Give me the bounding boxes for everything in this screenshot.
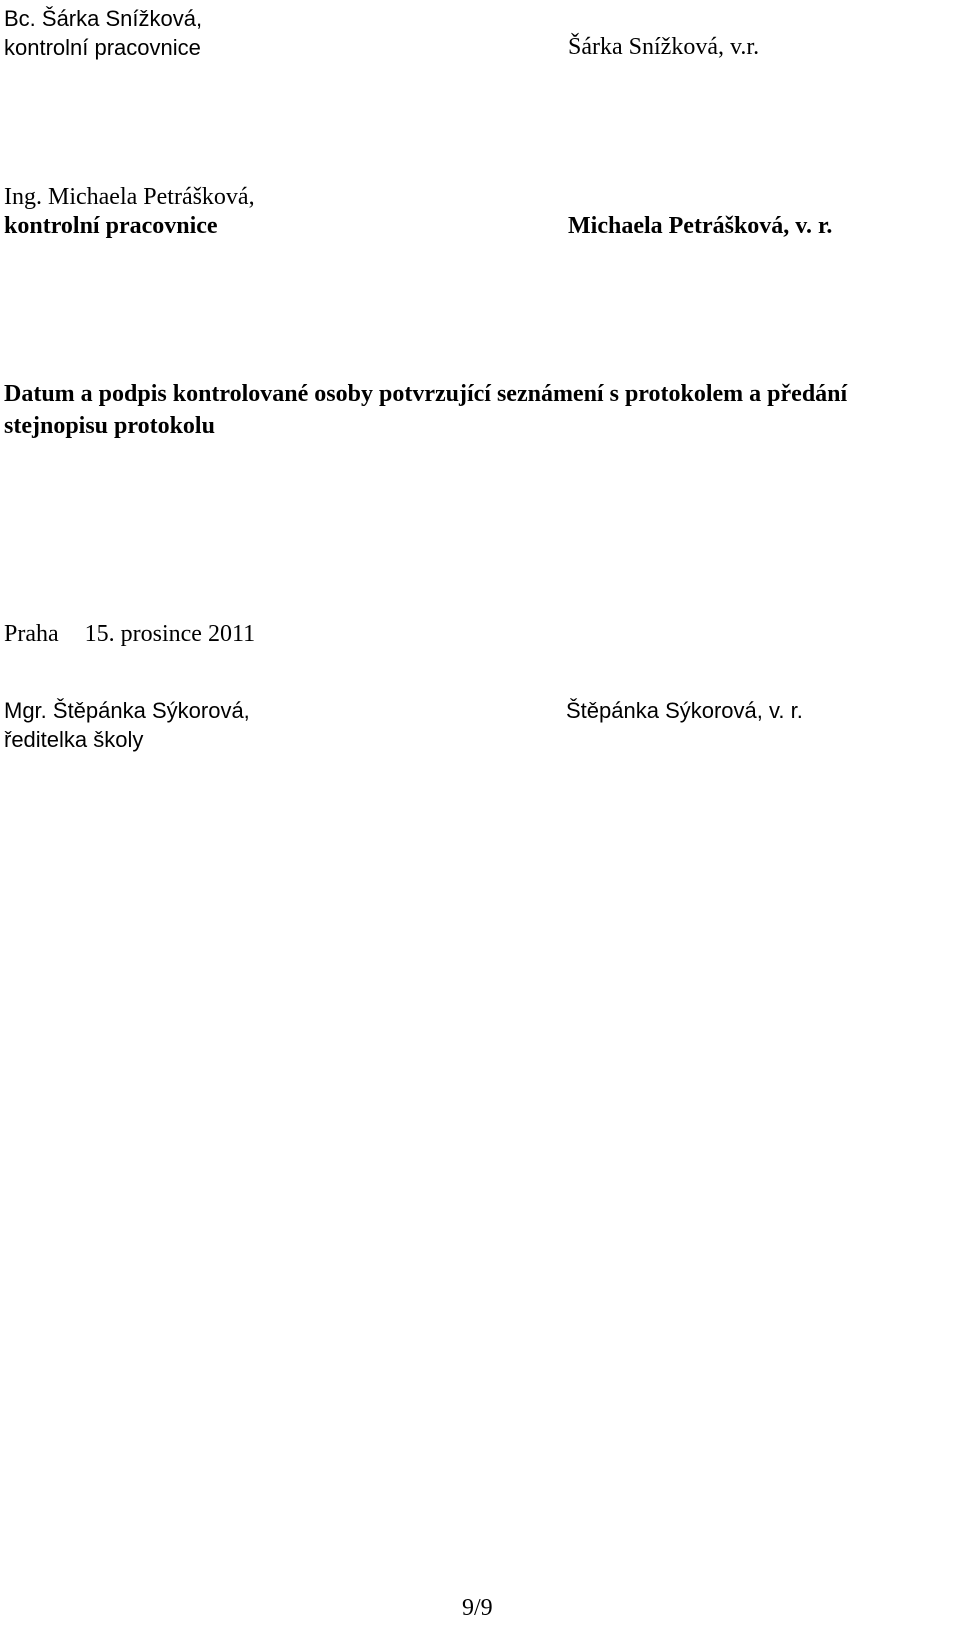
inspector-1-block <box>4 4 202 62</box>
inspector-2-role: kontrolní pracovnice <box>4 213 218 239</box>
place-date-line <box>4 620 255 649</box>
director-block <box>4 696 250 754</box>
inspector-1-role: kontrolní pracovnice <box>4 35 201 60</box>
place: Praha <box>4 621 59 647</box>
inspector-2-name: Ing. Michaela Petrášková, <box>4 184 255 210</box>
date: 15. prosince 2011 <box>84 621 256 647</box>
acknowledgement-statement: Datum a podpis kontrolované osoby potvrzující seznámení s protokolem a předání stejnopisu protokolu <box>4 381 848 439</box>
inspector-1-name: Bc. Šárka Snížková, <box>4 6 203 31</box>
inspector-1-signature: Šárka Snížková, v.r. <box>568 34 760 60</box>
director-role: ředitelka školy <box>4 727 144 752</box>
inspector-2-signature: Michaela Petrášková, v. r. <box>568 213 833 239</box>
page-number: 9/9 <box>462 1595 493 1621</box>
director-name: Mgr. Štěpánka Sýkorová, <box>4 698 250 723</box>
inspector-2-block <box>4 183 255 241</box>
director-signature: Štěpánka Sýkorová, v. r. <box>566 698 803 723</box>
